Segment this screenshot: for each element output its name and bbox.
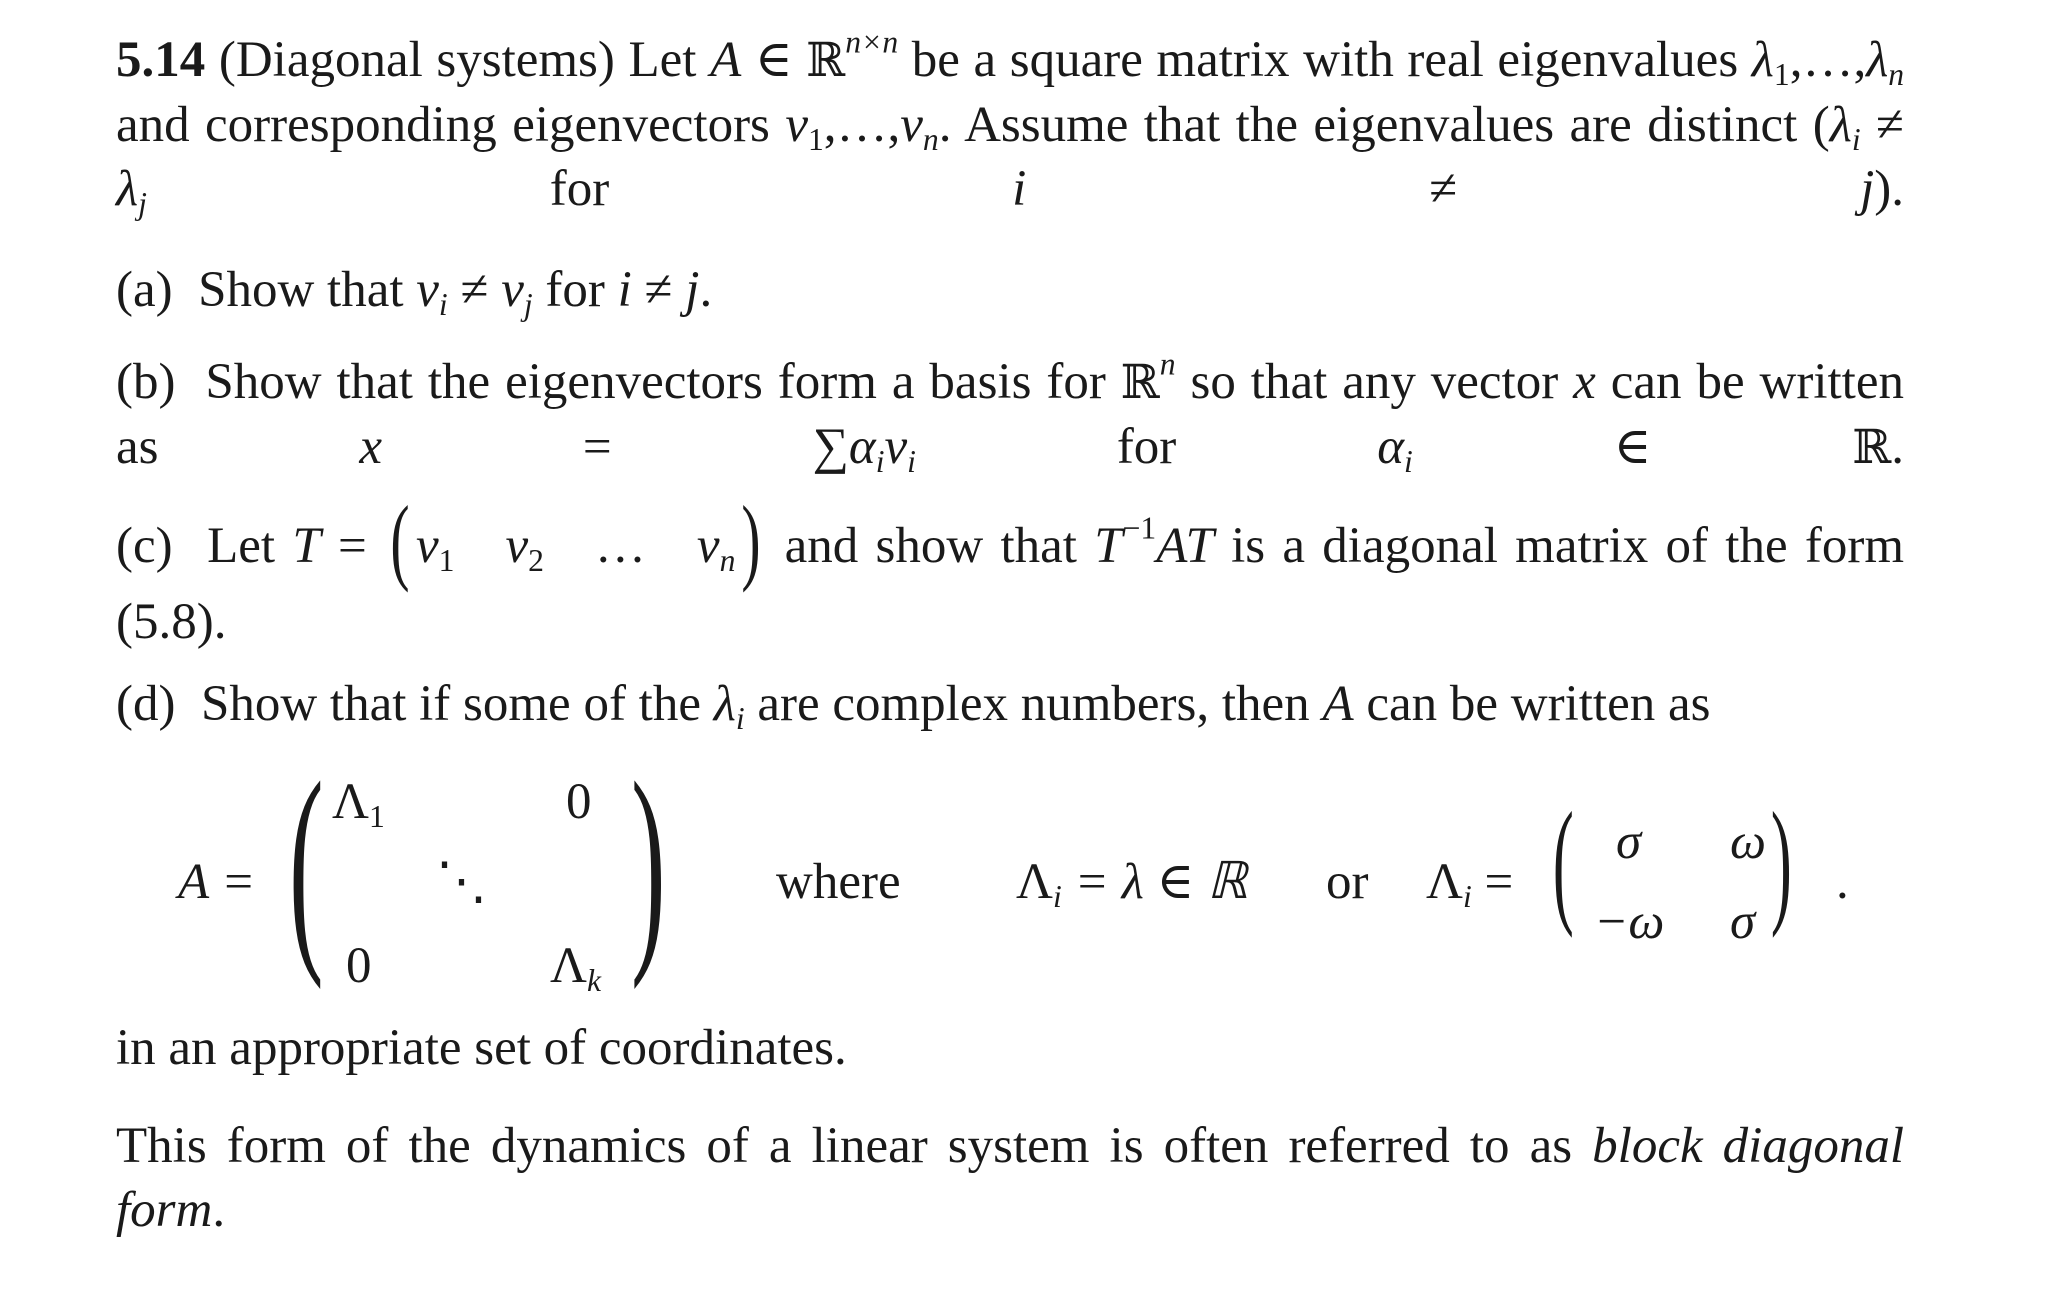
- sigma-top: σ: [1616, 814, 1642, 870]
- problem-title: (Diagonal systems): [218, 32, 615, 88]
- part-c: (c) Let T = ( $v_1$ $v_2$ … $v_n$) and show that $T^{-1}AT$ is a diagonal matrix of the form (5.8).: [116, 486, 1905, 650]
- eigenvector-row: $v_1$ $v_2$ … $v_n$: [416, 518, 736, 578]
- sigma-bottom: σ: [1730, 894, 1756, 950]
- big-right-paren: ): [631, 735, 666, 990]
- closing-paragraph: This form of the dynamics of a linear system is often referred to as block diagonal form.: [116, 1118, 1905, 1238]
- matrix-zero-top: 0: [566, 774, 592, 830]
- lambda-i-real: $\Lambda_i = \lambda$ ∈ ℝ: [1016, 854, 1248, 914]
- problem-statement: 5.14 (Diagonal systems) Let A ∈ ℝ$^{n\times n}$ be a square matrix with real eigenvalues $\lambda_1,\dots,\lambda_n$ and corresponding eigenvectors $v_1,\dots,v_n$. Assume that the eigenvalues are distinct ($\lambda_i \ne \lambda_j$ for i ≠ j).: [116, 24, 1905, 221]
- equation-period: .: [1836, 854, 1849, 910]
- part-b-label: (b): [116, 354, 176, 410]
- lambda-i-complex: $\Lambda_i$ =: [1426, 854, 1514, 914]
- matrix-right-paren: ): [741, 486, 761, 593]
- block-diagonal-equation: [0, 735, 2046, 1000]
- coordinates-text: in an appropriate set of coordinates.: [116, 1020, 847, 1076]
- block-lambda-1: $\Lambda_1$: [332, 774, 385, 834]
- big-left-paren: (: [289, 735, 324, 990]
- part-c-label: (c): [116, 518, 173, 574]
- part-a-label: (a): [116, 262, 173, 318]
- matrix-lhs: A =: [178, 854, 256, 910]
- emphasis-block-diagonal: block diagonal: [1592, 1118, 1905, 1174]
- or-text: or: [1326, 854, 1369, 910]
- omega-top: ω: [1730, 814, 1767, 870]
- part-d: (d) Show that if some of the $\lambda_i$ are complex numbers, then A can be written as: [116, 676, 1711, 736]
- problem-number: 5.14: [116, 32, 206, 88]
- small-left-paren: (: [1552, 784, 1574, 939]
- diagonal-dots: ⋱: [436, 854, 487, 910]
- matrix-zero-bottom: 0: [346, 938, 372, 994]
- part-d-label: (d): [116, 676, 176, 732]
- block-lambda-k: $\Lambda_k$: [550, 938, 602, 998]
- matrix-left-paren: (: [390, 486, 410, 593]
- where-text: where: [776, 854, 901, 910]
- part-a: (a) Show that $v_i \ne v_j$ for i ≠ j.: [116, 262, 713, 322]
- part-b: (b) Show that the eigenvectors form a basis for ℝ$^n$ so that any vector x can be written as $x = \sum\alpha_iv_i$ for $\alpha_i$ ∈ ℝ.: [116, 346, 1905, 479]
- small-right-paren: ): [1770, 784, 1792, 939]
- emphasis-form: form: [116, 1182, 213, 1238]
- neg-omega-bottom: −ω: [1594, 894, 1665, 950]
